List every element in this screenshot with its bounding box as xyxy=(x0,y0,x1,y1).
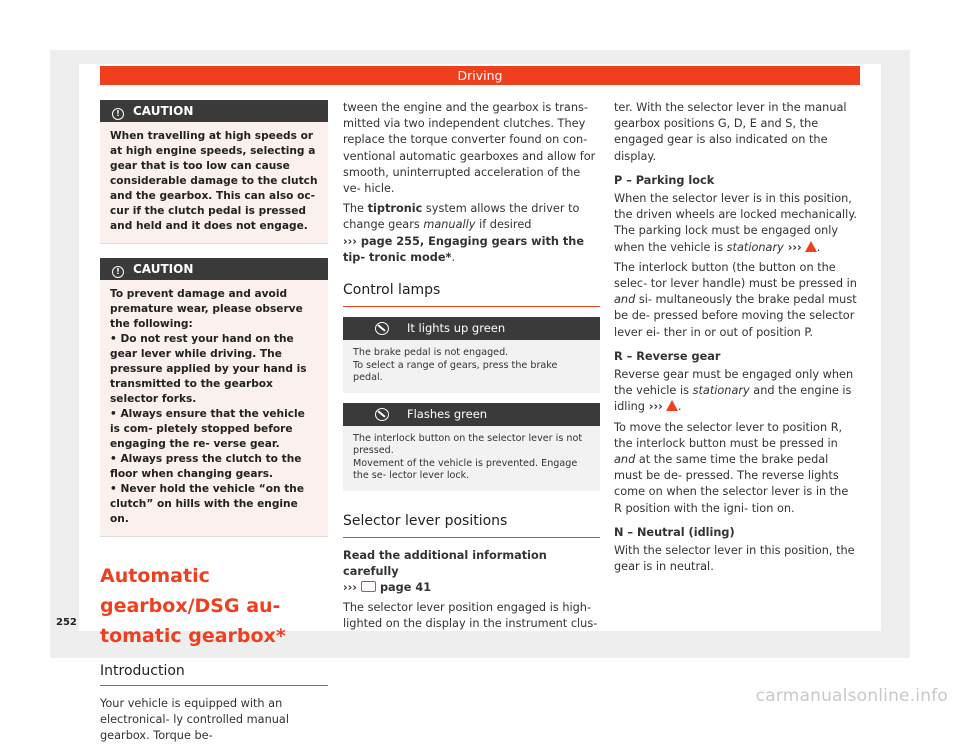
text-run: si- multaneously the brake pedal must be de- pressed before moving the selector lever ei- ther in or out of position P. xyxy=(614,293,857,339)
caution-bullet: • Never hold the vehicle “on the clutch” on hills with the engine on. xyxy=(110,482,318,527)
text-run: To move the selector lever to position R, the interlock button must be pressed in xyxy=(614,420,843,450)
text-run: and xyxy=(614,453,636,467)
lamp-title: It lights up green xyxy=(407,321,506,336)
info-circle-icon: ! xyxy=(112,266,124,278)
lamp-box-1 xyxy=(343,317,600,393)
caution-body xyxy=(100,280,328,536)
ref-arrows[interactable]: ››› xyxy=(644,400,663,414)
ref-page: page 41 xyxy=(379,580,432,594)
watermark: carmanualsonline.info xyxy=(755,686,948,706)
info-circle-icon: ! xyxy=(112,108,124,120)
text-run: . xyxy=(677,400,682,414)
paragraph-reverse xyxy=(614,367,859,416)
caution-intro: To prevent damage and avoid premature wear, please observe the following: xyxy=(110,288,303,330)
chapter-heading-line: tomatic gearbox* xyxy=(100,625,286,647)
text-run: . xyxy=(816,240,821,254)
lamp-text: The interlock button on the selector lever is not pressed. xyxy=(353,432,583,457)
lamp-text: To select a range of gears, press the brake pedal. xyxy=(353,359,558,384)
control-lamps-title: Control lamps xyxy=(343,280,600,307)
position-title-p: P – Parking lock xyxy=(614,173,715,187)
lamp-text: Movement of the vehicle is prevented. Engage the se- lector lever lock. xyxy=(353,457,578,482)
caution-box-2 xyxy=(100,258,328,537)
intro-text: Your vehicle is equipped with an electronical- ly controlled manual gearbox. Torque be- xyxy=(100,697,289,743)
tiptronic-term: tiptronic xyxy=(367,202,423,216)
lamp-body xyxy=(343,426,600,491)
selector-positions-title: Selector lever positions xyxy=(343,511,600,538)
body-text xyxy=(343,100,600,266)
section-header: Driving xyxy=(100,66,860,85)
text-run: When the selector lever is in this position, the driven wheels are locked mechanically. The parking lock must be engaged only when the vehicle is xyxy=(614,192,857,254)
warning-triangle-icon[interactable] xyxy=(666,400,678,411)
caution-label: CAUTION xyxy=(133,104,194,118)
column-right xyxy=(614,100,859,579)
paragraph: ter. With the selector lever in the manual gearbox positions G, D, E and S, the engaged gear is also indicated on the display. xyxy=(614,101,847,163)
column-middle xyxy=(343,100,600,637)
caution-bullet: • Do not rest your hand on the gear lever while driving. The pressure applied by your hand is transmitted to the gearbox selector forks. xyxy=(110,332,318,407)
caution-text: When travelling at high speeds or at high engine speeds, selecting a gear that is too low can cause considerable damage to the clutch and the gearbox. This can also oc- cur if the clutch pedal is pressed and held and it does not engage. xyxy=(110,130,318,232)
gear-selector-lamp-icon xyxy=(375,408,389,421)
text-run: manually xyxy=(423,218,476,232)
caution-header xyxy=(100,258,328,280)
caution-header xyxy=(100,100,328,122)
introduction-heading: Introduction xyxy=(100,661,328,686)
chapter-heading-line: Automatic gearbox/DSG au- xyxy=(100,565,281,617)
text-run: . xyxy=(451,250,456,264)
text-run: stationary xyxy=(692,384,750,398)
text-run: The xyxy=(343,202,368,216)
page-reference-link[interactable]: ››› page 255, Engaging gears with the tip- tronic mode* xyxy=(343,234,584,264)
caution-body xyxy=(100,122,328,243)
paragraph: The selector lever position engaged is high- lighted on the display in the instrument clus- xyxy=(343,601,598,631)
text-run: The interlock button (the button on the selec- tor lever handle) must be pressed in xyxy=(614,260,857,291)
text-run: if desired xyxy=(475,218,532,232)
text-run: stationary xyxy=(726,240,784,254)
lamp-text: The brake pedal is not engaged. xyxy=(353,347,509,359)
position-title-n: N – Neutral (idling) xyxy=(614,525,735,539)
book-icon xyxy=(361,581,376,592)
paragraph-reverse-2 xyxy=(614,420,859,517)
lamp-box-2 xyxy=(343,403,600,491)
text-run: and the engine is idling xyxy=(614,384,852,414)
lamp-body xyxy=(343,340,600,393)
text-run: at the same time the brake pedal must be de- pressed. The reverse lights come on when the selector lever is in the R position with the igni- tion on. xyxy=(614,453,849,515)
text-run: Reverse gear must be engaged only when the vehicle is xyxy=(614,368,854,398)
paragraph-tiptronic xyxy=(343,201,600,266)
paragraph: tween the engine and the gearbox is trans- mitted via two independent clutches. They replace the torque converter found on con- ventional automatic gearboxes and allow for smooth, uninterrupted acceleration of the ve- hicle. xyxy=(343,101,596,196)
lamp-header xyxy=(343,317,600,340)
ref-arrows[interactable]: ››› xyxy=(783,240,802,254)
column-left xyxy=(100,100,328,745)
paragraph-interlock xyxy=(614,260,859,341)
lamp-header xyxy=(343,403,600,426)
caution-bullet: • Always press the clutch to the floor when changing gears. xyxy=(110,452,318,482)
paragraph-park xyxy=(614,191,859,256)
text-run: and xyxy=(614,293,636,307)
position-title-r: R – Reverse gear xyxy=(614,349,721,363)
text-run: system allows the driver to change gears xyxy=(343,202,580,232)
ref-arrows: ››› xyxy=(343,580,357,594)
page-number: 252 xyxy=(56,617,77,628)
body-text xyxy=(614,100,859,575)
lamp-title: Flashes green xyxy=(407,406,488,421)
read-info-ref[interactable] xyxy=(343,580,600,596)
caution-bullet: • Always ensure that the vehicle is com- pletely stopped before engaging the re- verse gear. xyxy=(110,407,318,452)
body-text xyxy=(343,548,600,633)
caution-box-1 xyxy=(100,100,328,244)
warning-triangle-icon[interactable] xyxy=(805,241,817,252)
caution-label: CAUTION xyxy=(133,262,194,276)
gear-selector-lamp-icon xyxy=(375,322,389,335)
chapter-heading xyxy=(100,561,328,651)
read-info-note: Read the additional information carefully xyxy=(343,548,547,578)
paragraph-neutral: With the selector lever in this position, the gear is in neutral. xyxy=(614,544,855,574)
